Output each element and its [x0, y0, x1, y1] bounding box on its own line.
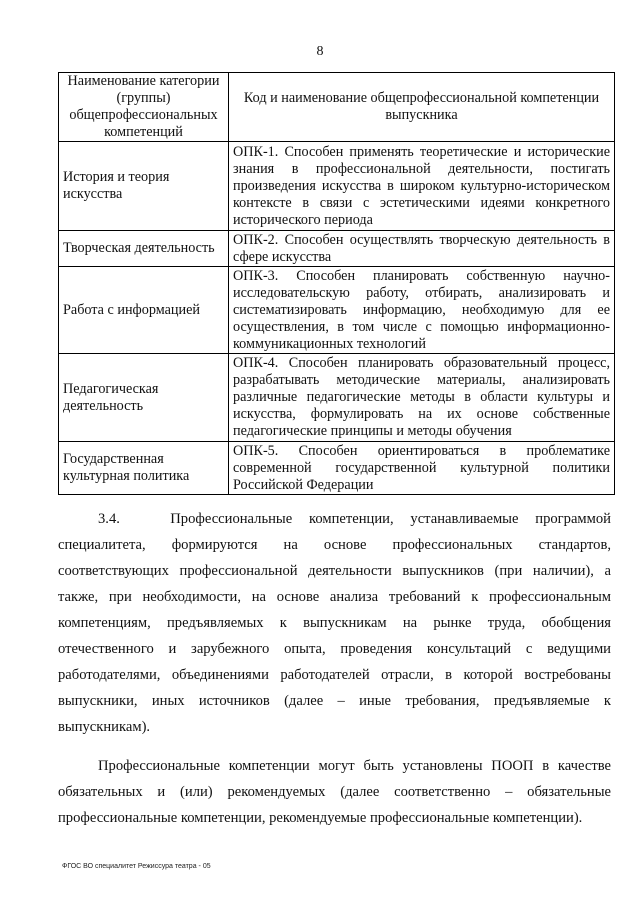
header-competence: Код и наименование общепрофессиональной компетенции выпускника: [229, 73, 615, 142]
body-text: [58, 506, 611, 844]
footer-note: ФГОС ВО специалитет Режиссура театра - 05: [62, 863, 211, 870]
table-row: [59, 231, 615, 267]
category-cell: Государственная культурная политика: [59, 442, 229, 495]
table-row: [59, 354, 615, 442]
table-row: [59, 442, 615, 495]
header-category: Наименование категории (группы) общепрофессиональных компетенций: [59, 73, 229, 142]
category-cell: Работа с информацией: [59, 267, 229, 354]
category-cell: История и теория искусства: [59, 142, 229, 231]
paragraph: Профессиональные компетенции могут быть установлены ПООП в качестве обязательных и (или) рекомендуемых (далее соответственно – обязательные профессиональные компетенции, рекомендуемые профессиональные компетенции).: [58, 758, 611, 826]
page-number: 8: [316, 44, 324, 59]
competence-cell: ОПК-3. Способен планировать собственную научно-исследовательскую работу, отбирать, анализировать и систематизировать информацию, необходимую для ее осуществления, в том числе с помощью информационно-коммуникационных технологий: [229, 267, 615, 354]
category-cell: Педагогическая деятельность: [59, 354, 229, 442]
paragraph: 3.4. Профессиональные компетенции, устанавливаемые программой специалитета, формируются на основе профессиональных стандартов, соответствующих профессиональной деятельности выпускников (при наличии), а также, при необходимости, на основе анализа требований к профессиональным компетенциям, предъявляемых к выпускникам на рынке труда, обобщения отечественного и зарубежного опыта, проведения консультаций с ведущими работодателями, объединениями работодателей отрасли, в которой востребованы выпускники, иных источников (далее – иные требования, предъявляемые к выпускникам).: [58, 511, 611, 735]
table-row: [59, 142, 615, 231]
competence-cell: ОПК-2. Способен осуществлять творческую деятельность в сфере искусства: [229, 231, 615, 267]
table-header-row: [59, 73, 615, 142]
competencies-table: [58, 72, 615, 495]
category-cell: Творческая деятельность: [59, 231, 229, 267]
competence-cell: ОПК-4. Способен планировать образовательный процесс, разрабатывать методические материалы, анализировать различные педагогические методы в области культуры и искусства, формулировать на их основе собственные педагогические принципы и методы обучения: [229, 354, 615, 442]
competence-cell: ОПК-1. Способен применять теоретические и исторические знания в профессиональной деятельности, постигать произведения искусства в широком культурно-историческом контексте в связи с эстетическими идеями конкретного исторического периода: [229, 142, 615, 231]
competence-cell: ОПК-5. Способен ориентироваться в проблематике современной государственной культурной политики Российской Федерации: [229, 442, 615, 495]
table-row: [59, 267, 615, 354]
